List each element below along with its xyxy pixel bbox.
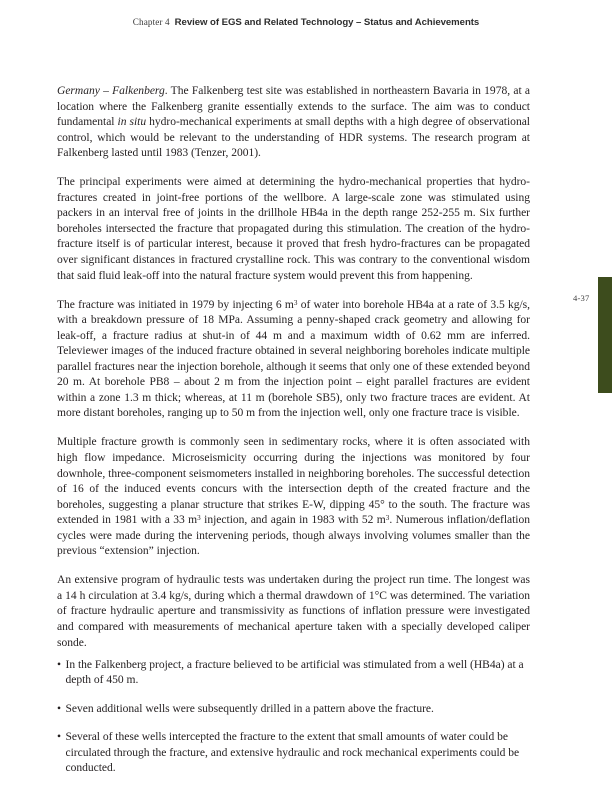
paragraph-text-part: Multiple fracture growth is commonly seen in sedimentary rocks, where it is often associated with high flow impedance. Microseismicity occurring during the injections was monitored by four downhole, three-component seismometers installed in neighboring boreholes. The successful detection of 16 of the induced events concurs with the intersection depth of the created fracture and the boreholes, suggesting a planar structure that strikes E-W, dipping 45° to the south. The fracture was extended in 1981 with a 33 m — [57, 436, 530, 527]
text-column — [57, 84, 530, 777]
bullet-icon: • — [57, 658, 62, 671]
list-item-text: In the Falkenberg project, a fracture believed to be artificial was stimulated from a well (HB4a) at a depth of 450 m. — [65, 658, 524, 687]
in-situ-italic: in situ — [117, 116, 147, 129]
paragraph-hydraulic-tests — [57, 573, 530, 651]
paragraph-multiple-fracture-growth — [57, 435, 530, 559]
superscript-cubic-meters: 3 — [385, 514, 390, 523]
paragraph-text-part: The principal experiments were aimed at determining the hydro-mechanical properties that hydro-fractures created in joint-free portions of the wellbore. A large-scale zone was stimulated using packers in an interval free of joints in the drillhole HB4a in the depth range 252-255 m. Six further boreholes intersected the fracture that propagated during this stimulation. The creation of the hydro-fracture itself is of particular interest, because it proved that fresh hydro-fractures can be propagated over significant distances in fractured crystalline rock. This was contrary to the conventional wisdom that said fluid leak-off into the natural fracture system would prevent this from happening. — [57, 176, 530, 282]
list-item — [57, 658, 530, 689]
paragraph-text-part: . Numerous inflation/deflation cycles were made during the intervening periods, though always involving volumes smaller than the previous “extension” injection. — [57, 514, 530, 558]
paragraph-text-part: An extensive program of hydraulic tests was undertaken during the project run time. The longest was a 14 h circulation at 3.4 kg/s, during which a thermal drawdown of 1°C was determined. The variation of fracture hydraulic aperture and transmissivity as functions of inflation pressure were investigated and compared with measurements of mechanical aperture taken with a specially developed caliper sonde. — [57, 574, 530, 649]
paragraph-text-part: of water into borehole HB4a at a rate of 3.5 kg/s, with a breakdown pressure of 18 MPa. Assuming a penny-shaped crack geometry and allowing for leak-off, a fracture radius at shut-in of 44 m and a maximum width of 0.62 mm are inferred. Televiewer images of the induced fracture obtained in several neighboring boreholes indicate multiple parallel fractures near the injection borehole, although it seems that only one of these extended beyond 20 m. At borehole PB8 – about 2 m from the injection point – eight parallel fractures are evident within a zone 1.3 m thick; whereas, at 11 m (borehole SB5), only two fracture traces are evident. At more distant boreholes, ranging up to 50 m from the injection well, only one fracture trace is visible. — [57, 298, 531, 420]
list-item-text: Several of these wells intercepted the fracture to the extent that small amounts of water could be circulated through the fracture, and extensive hydraulic and rock mechanical experiments could be conducted. — [65, 731, 520, 775]
list-item-text: Seven additional wells were subsequently drilled in a pattern above the fracture. — [65, 702, 434, 715]
paragraph-fracture-initiation — [57, 298, 530, 422]
paragraph-principal-experiments — [57, 175, 530, 284]
paragraph-text-part: The fracture was initiated in 1979 by injecting 6 m — [57, 298, 294, 311]
site-name-italic: Germany – Falkenberg — [57, 85, 165, 97]
paragraph-falkenberg-intro — [57, 84, 530, 162]
paragraph-text-part: . The Falkenberg test site was established in northeastern Bavaria in 1978, at a location where the Falkenberg granite essentially extends to the surface. The aim was to conduct fundamental — [57, 85, 531, 129]
bullet-icon: • — [57, 731, 62, 744]
paragraph-text-part: injection, and again in 1983 with 52 m — [200, 514, 386, 527]
header-chapter-title: Review of EGS and Related Technology – Status and Achievements — [174, 17, 480, 28]
findings-bullet-list — [57, 658, 530, 777]
chapter-thumb-tab — [598, 277, 612, 393]
bullet-icon: • — [57, 702, 62, 715]
list-item — [57, 730, 530, 777]
superscript-cubic-meters: 3 — [197, 514, 201, 523]
header-chapter-label: Chapter 4 — [132, 17, 170, 27]
paragraph-text-part: hydro-mechanical experiments at small depths with a high degree of observational control, which would be relevant to the understanding of HDR systems. The research program at Falkenberg lasted until 1983 (Tenzer, 2001). — [57, 116, 530, 160]
running-header — [0, 14, 612, 29]
list-item — [57, 702, 530, 718]
superscript-cubic-meters: 3 — [293, 298, 298, 307]
page-number: 4-37 — [573, 293, 590, 303]
